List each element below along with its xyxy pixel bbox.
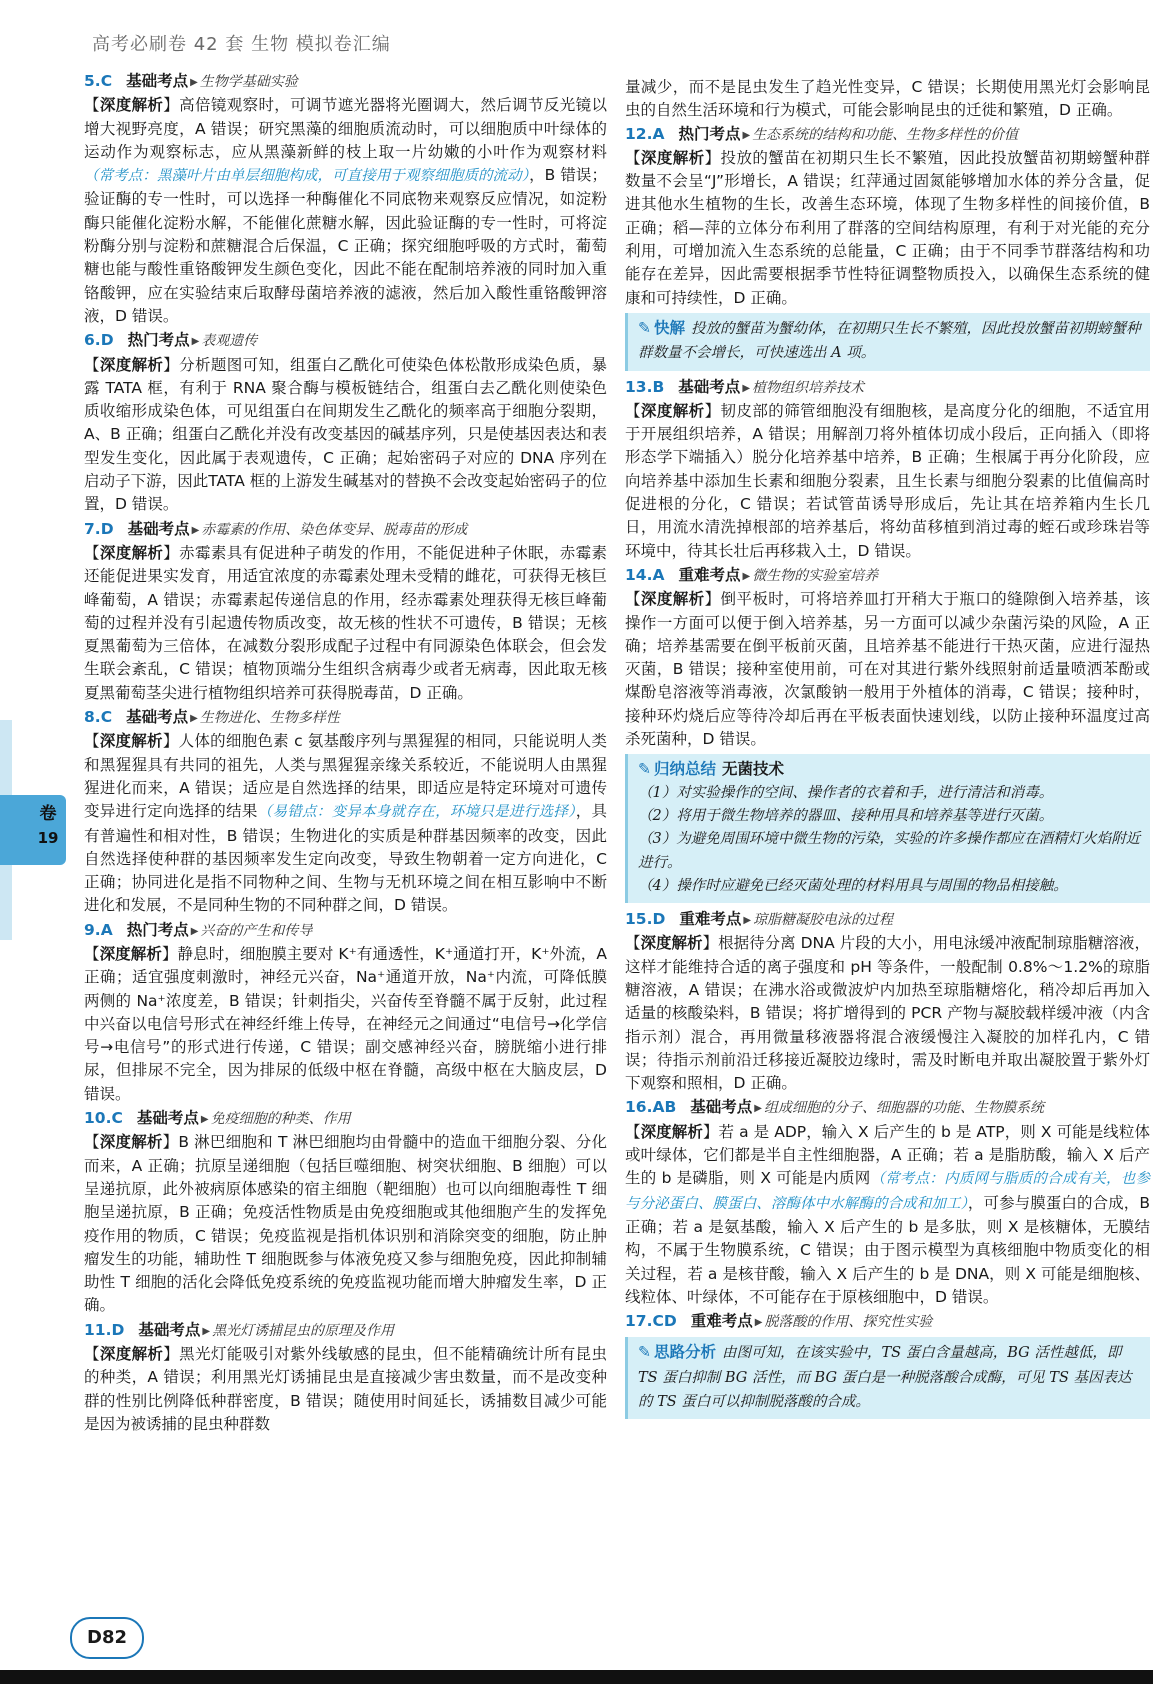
answer-letter: D: [100, 331, 114, 350]
item-header: [625, 908, 1150, 932]
item-header: [625, 376, 1150, 400]
item-header: [84, 518, 607, 542]
analysis-paragraph: [625, 147, 1150, 310]
triangle-icon: ▶: [754, 1103, 762, 1115]
analysis-paragraph: [84, 730, 607, 917]
analysis-paragraph: [84, 542, 607, 705]
answer-letter: AB: [652, 1098, 677, 1117]
answer-item: [84, 919, 607, 1106]
question-number: 7.: [84, 519, 101, 538]
topic-category: 基础考点: [678, 377, 741, 396]
exam-note: （常考点：黑藻叶片由单层细胞构成，可直接用于观察细胞质的流动）: [84, 168, 530, 185]
question-number: 17.: [625, 1312, 653, 1331]
answer-letter: C: [100, 72, 113, 90]
analysis-text: 若 a 是 ADP，输入 X 后产生的 b 是 ATP，则 X 可能是线粒体或叶绿体，它们都是半自主性细胞器，A 正确；若 a 是脂肪酸，输入 X 后产生的 b 是磷脂，则 X 可能是内质网: [625, 1122, 1150, 1188]
topic-name: 生物学基础实验: [199, 74, 298, 90]
topic-category: 重难考点: [690, 1312, 753, 1331]
triangle-icon: ▶: [742, 129, 751, 141]
callout-box: [625, 1337, 1150, 1419]
summary-line: （3）为避免周围环境中微生物的污染，实验的许多操作都应在酒精灯火焰附近进行。: [638, 831, 1141, 871]
callout-box: [625, 313, 1150, 371]
topic-name: 琼脂糖凝胶电泳的过程: [753, 912, 894, 929]
item-header: [84, 329, 607, 353]
section-tag: 【 深度解析 】: [84, 1133, 178, 1151]
topic-name: 兴奋的产生和传导: [200, 922, 313, 939]
answer-item: [625, 1310, 1150, 1419]
triangle-icon: ▶: [190, 925, 199, 937]
topic-category: 热门考点: [126, 920, 189, 939]
answer-item: [625, 564, 1150, 903]
analysis-paragraph: [84, 94, 607, 328]
triangle-icon: ▶: [191, 524, 200, 536]
summary-line: （1）对实验操作的空间、操作者的衣着和手，进行清洁和消毒。: [638, 784, 1054, 801]
triangle-icon: ▶: [742, 570, 751, 582]
answer-item: [625, 376, 1150, 563]
answer-letter: C: [100, 708, 113, 727]
answer-item: [84, 706, 607, 918]
question-number: 11.: [84, 1320, 112, 1339]
answer-item: [625, 908, 1150, 1095]
topic-name: 植物组织培养技术: [752, 379, 865, 396]
answer-letter: CD: [652, 1312, 677, 1331]
answer-item: [84, 70, 607, 328]
topic-category: 热门考点: [127, 331, 190, 350]
section-tag: 【 深度解析 】: [84, 732, 179, 750]
answer-item: [84, 1107, 607, 1318]
page-number: D82: [70, 1617, 144, 1659]
right-column: [625, 76, 1150, 1424]
pen-icon: ✎: [638, 1343, 651, 1362]
analysis-text: 高倍镜观察时，可调节遮光器将光圈调大，然后调节反光镜以增大视野亮度，A 错误；研究黑藻的细胞质流动时，可以细胞质中叶绿体的运动作为观察标志，应从黑藻新鲜的枝上取一片幼嫩的小叶作为观察材料: [84, 96, 607, 161]
analysis-text: 根据待分离 DNA 片段的大小，用电泳缓冲液配制琼脂糖溶液，这样才能维持合适的离子强度和 pH 等条件，一般配制 0.8%～1.2%的琼脂糖溶液，A 错误；在沸水浴或微波炉内加热至琼脂糖熔化，稍冷却后再加入适量的核酸染料，B 错误；将扩增得到的 PCR 产物与凝胶载样缓冲液（内含指示剂）混合，再用微量移液器将混合液缓慢注入凝胶的加样孔内，C 错误；待指示剂前沿迁移接近凝胶边缘时，需及时断电并取出凝胶置于紫外灯下观察和照相，D 正确。: [625, 934, 1150, 1093]
analysis-text: 人体的细胞色素 c 氨基酸序列与黑猩猩的相同，只能说明人类和黑猩猩具有共同的祖先，人类与黑猩猩亲缘关系较近，不能说明人由黑猩猩进化而来，A 错误；适应是自然选择的结果，即适应是特定环境对可遗传变异进行定向选择的结果: [84, 732, 607, 821]
question-number: 13.: [625, 377, 653, 396]
callout-label: [638, 1343, 716, 1361]
analysis-text: 倒平板时，可将培养皿打开稍大于瓶口的缝隙倒入培养基，该操作一方面可以便于倒入培养基，另一方面可以减少杂菌污染的风险，A 正确；培养基需要在倒平板前灭菌，且培养基不能进行干热灭菌，应进行湿热灭菌，B 错误；接种室使用前，可在对其进行紫外线照射前适量喷洒苯酚或煤酚皂溶液等消毒液，次氯酸钠一般用于外植体的消毒，C 错误；接种时，接种环灼烧后应等待冷却后再在平板表面快速划线，以防止接种环温度过高杀死菌种，D 错误。: [625, 590, 1150, 749]
item-header: [625, 123, 1150, 147]
topic-name: 微生物的实验室培养: [752, 567, 879, 584]
item-header: [84, 1107, 607, 1131]
topic-category: 基础考点: [126, 72, 189, 90]
answer-letter: A: [100, 920, 113, 939]
question-number: 9.: [84, 920, 101, 939]
question-number: 8.: [84, 708, 101, 727]
analysis-paragraph: [84, 1343, 607, 1436]
section-tag: 【 深度解析 】: [84, 356, 179, 374]
analysis-text: 静息时，细胞膜主要对 K⁺有通透性，K⁺通道打开，K⁺外流，A 正确；适宜强度刺激时，神经元兴奋，Na⁺通道开放，Na⁺内流，可降低膜两侧的 Na⁺浓度差，B 错误；针刺指尖，兴奋传至脊髓不属于反射，此过程中兴奋以电信号形式在神经纤维上传导，在神经元之间通过“电信号→化学信号→电信号”的形式进行传递，C 错误；副交感神经兴奋，膀胱缩小进行排尿，但排尿不完全，因为排尿的低级中枢在脊髓，高级中枢在大脑皮层，D 错误。: [84, 944, 607, 1103]
topic-category: 基础考点: [126, 708, 189, 727]
continued-text: 量减少，而不是昆虫发生了趋光性变异，C 错误；长期使用黑光灯会影响昆虫的自然生活环境和行为模式，可能会影响昆虫的迁徙和繁殖，D 正确。: [625, 78, 1150, 120]
analysis-paragraph: [625, 932, 1150, 1095]
summary-line: （2）将用于微生物培养的器皿、接种用具和培养基等进行灭菌。: [638, 807, 1054, 824]
topic-category: 重难考点: [678, 565, 741, 584]
answer-letter: D: [111, 1320, 125, 1339]
section-tag: 【 深度解析 】: [625, 402, 721, 420]
analysis-paragraph: [625, 588, 1150, 751]
page-header: 高考必刷卷 42 套 生物 模拟卷汇编: [92, 34, 391, 55]
callout-label-text: 思路分析: [654, 1343, 717, 1362]
bottom-bar: [0, 1670, 1153, 1684]
section-tag: 【 深度解析 】: [84, 96, 179, 114]
topic-name: 组成细胞的分子、细胞器的功能、生物膜系统: [764, 1100, 1044, 1117]
analysis-paragraph: [84, 354, 607, 517]
question-number: 15.: [625, 910, 653, 929]
section-tag: 【 深度解析 】: [84, 945, 178, 963]
topic-name: 表观遗传: [201, 333, 258, 350]
analysis-text: 赤霉素具有促进种子萌发的作用，不能促进种子休眠，赤霉素还能促进果实发育，用适宜浓度的赤霉素处理未受精的雌花，可获得无核巨峰葡萄，A 错误；赤霉素起传递信息的作用，经赤霉素处理获得无核巨峰葡萄的过程并没有引起遗传物质改变，故无核的性状不可遗传，B 错误；无核夏黑葡萄为三倍体，在减数分裂形成配子过程中有同源染色体联会，但会发生联会紊乱，C 错误；植物顶端分生组织含病毒少或者无病毒，因此取无核夏黑葡萄茎尖进行植物组织培养可获得脱毒苗，D 正确。: [84, 543, 607, 702]
question-number: 14.: [625, 565, 653, 584]
topic-name: 免疫细胞的种类、作用: [210, 1111, 351, 1128]
topic-name: 黑光灯诱捕昆虫的原理及作用: [212, 1322, 395, 1339]
exam-note: （易错点：变异本身就存在，环境只是进行选择）: [257, 804, 576, 821]
item-header: [625, 1310, 1150, 1334]
answer-letter: B: [652, 377, 665, 396]
topic-category: 基础考点: [138, 1320, 201, 1339]
triangle-icon: ▶: [743, 915, 752, 927]
section-tag: 【 深度解析 】: [625, 149, 721, 167]
analysis-paragraph: [625, 1121, 1150, 1309]
item-header: [84, 70, 607, 94]
answer-letter: A: [652, 565, 665, 584]
analysis-paragraph: [625, 400, 1150, 563]
pen-icon: ✎: [638, 760, 651, 779]
left-column: [84, 70, 607, 1437]
section-tag: 【 深度解析 】: [625, 1123, 719, 1141]
side-tab-label: 卷: [39, 804, 57, 824]
analysis-text: ，可参与膜蛋白的合成，B 正确；若 a 是氨基酸，输入 X 后产生的 b 是多肽，则 X 是核糖体，无膜结构，不属于生物膜系统，C 错误；由于图示模型为真核细胞中物质变化的相关过程，若 a 是核苷酸，输入 X 后产生的 b 是 DNA，则 X 可能是细胞核、线粒体、叶绿体，不可能存在于原核细胞中，D 错误。: [625, 1193, 1151, 1306]
triangle-icon: ▶: [202, 1325, 211, 1337]
callout-label-text: 快解: [654, 318, 686, 337]
question-number: 5.: [84, 72, 101, 90]
summary-title: 无菌技术: [722, 760, 785, 779]
exam-note: （常考点：内质网与脂质的合成有关，也参与分泌蛋白、膜蛋白、溶酶体中水解酶的合成和加工）: [625, 1171, 1150, 1212]
answer-item: [625, 1096, 1150, 1309]
triangle-icon: ▶: [754, 1317, 763, 1329]
callout-text: 投放的蟹苗为蟹幼体，在初期只生长不繁殖，因此投放蟹苗初期螃蟹种群数量不会增长，可快速选出 A 项。: [638, 320, 1141, 362]
answer-item: [625, 123, 1150, 371]
question-number: 12.: [625, 124, 653, 143]
analysis-paragraph: [84, 943, 607, 1106]
topic-category: 热门考点: [678, 124, 741, 143]
item-header: [625, 564, 1150, 588]
answer-letter: A: [652, 124, 665, 143]
topic-category: 重难考点: [679, 910, 742, 929]
topic-name: 生态系统的结构和功能、生物多样性的价值: [752, 126, 1019, 143]
pen-icon: ✎: [638, 318, 651, 337]
callout-text: 由图可知，在该实验中，TS 蛋白含量越高，BG 活性越低，即 TS 蛋白抑制 BG 活性，而 BG 蛋白是一种脱落酸合成酶，可见 TS 基因表达的 TS 蛋白可以抑制脱落酸的合成。: [638, 1345, 1132, 1411]
answer-item: [84, 329, 607, 516]
section-tag: 【 深度解析 】: [625, 590, 721, 608]
analysis-text: 分析题图可知，组蛋白乙酰化可使染色体松散形成染色质，暴露 TATA 框，有利于 RNA 聚合酶与模板链结合，组蛋白去乙酰化则使染色质收缩形成染色体，可见组蛋白在间期发生乙酰化的频率高于细胞分裂期，A、B 正确；组蛋白乙酰化并没有改变基因的碱基序列，只是使基因表达和表型发生变化，因此属于表观遗传，C 正确；起始密码子对应的 DNA 序列在启动子下游，因此TATA 框的上游发生碱基对的替换不会改变起始密码子的位置，D 错误。: [84, 355, 607, 514]
answer-item: [84, 518, 607, 705]
item-header: [84, 706, 607, 730]
analysis-text: 投放的蟹苗在初期只生长不繁殖，因此投放蟹苗初期螃蟹种群数量不会呈“J”形增长，A 错误；红萍通过固氮能够增加水体的养分含量，促进其他水生植物的生长，改善生态环境，体现了生物多样性的间接价值，B 正确；稻—萍的立体分布利用了群落的空间结构原理，有利于对光能的充分利用，可增加流入生态系统的总能量，C 正确；由于不同季节群落结构和功能存在差异，因此需要根据季节性特征调整物质投入，以确保生态系统的健康和可持续性，D 正确。: [625, 148, 1150, 307]
section-tag: 【 深度解析 】: [625, 934, 718, 952]
analysis-text: ，B 错误；验证酶的专一性时，可以选择一种酶催化不同底物来观察反应情况，如淀粉酶只能催化淀粉水解，不能催化蔗糖水解，因此验证酶的专一性时，可将淀粉酶分别与淀粉和蔗糖混合后保温，C 正确；探究细胞呼吸的方式时，葡萄糖也能与酸性重铬酸钾发生颜色变化，因此不能在配制培养液的同时加入重铬酸钾，应在实验结束后取酵母菌培养液的滤液，然后加入酸性重铬酸钾溶液，D 错误。: [84, 166, 608, 325]
topic-category: 基础考点: [690, 1098, 753, 1117]
analysis-text: ，具有普遍性和相对性，B 错误；生物进化的实质是种群基因频率的改变，因此自然选择使种群的基因频率发生定向改变，导致生物朝着一定方向进化，C 正确；协同进化是指不同物种之间、生物与无机环境之间在相互影响中不断进化和发展，不是同种生物的不同种群之间，D 错误。: [84, 802, 607, 915]
question-number: 16.: [625, 1098, 653, 1117]
summary-box: [625, 754, 1150, 903]
answer-letter: C: [111, 1109, 123, 1128]
item-header: [84, 1319, 607, 1343]
section-tag: 【 深度解析 】: [84, 544, 179, 562]
topic-name: 赤霉素的作用、染色体变异、脱毒苗的形成: [201, 521, 468, 538]
triangle-icon: ▶: [190, 713, 198, 725]
section-tag: 【 深度解析 】: [84, 1345, 179, 1363]
answer-letter: D: [652, 910, 666, 929]
answer-item: [84, 1319, 607, 1436]
answer-letter: D: [100, 519, 114, 538]
triangle-icon: ▶: [200, 1114, 209, 1126]
analysis-text: 韧皮部的筛管细胞没有细胞核，是高度分化的细胞，不适宜用于开展组织培养，A 错误；用解剖刀将外植体切成小段后，正向插入（即将形态学下端插入）脱分化培养基中培养，B 正确；生根属于再分化阶段，应向培养基中添加生长素和细胞分裂素，且生长素与细胞分裂素的比值偏高时促进根的分化，C 错误；若试管苗诱导形成后，先让其在培养箱内生长几日，用流水清洗掉根部的培养基后，将幼苗移植到消过毒的蛭石或珍珠岩等环境中，待其长壮后再移栽入土，D 错误。: [625, 401, 1150, 560]
summary-label: [638, 760, 716, 778]
topic-category: 基础考点: [136, 1109, 199, 1128]
question-number: 10.: [84, 1109, 112, 1128]
analysis-text: 黑光灯能吸引对紫外线敏感的昆虫，但不能精确统计所有昆虫的种类，A 错误；利用黑光灯诱捕昆虫是直接减少害虫数量，而不是改变种群的性别比例降低种群密度，B 错误；随使用时间延长，诱捕数目减少可能是因为被诱捕的昆虫种群数: [84, 1345, 607, 1433]
summary-line: （4）操作时应避免已经灭菌处理的材料用具与周围的物品相接触。: [638, 877, 1068, 894]
triangle-icon: ▶: [190, 77, 198, 88]
topic-name: 脱落酸的作用、探究性实验: [764, 1314, 933, 1331]
topic-category: 基础考点: [127, 519, 190, 538]
analysis-text: B 淋巴细胞和 T 淋巴细胞均由骨髓中的造血干细胞分裂、分化而来，A 正确；抗原呈递细胞（包括巨噬细胞、树突状细胞、B 细胞）可以呈递抗原，此外被病原体感染的宿主细胞（靶细胞）也可以向细胞毒性 T 细胞呈递抗原，B 正确；免疫活性物质是由免疫细胞或其他细胞产生的发挥免疫作用的物质，C 错误；免疫监视是指机体识别和消除突变的细胞，防止肿瘤发生的功能，辅助性 T 细胞既参与体液免疫又参与细胞免疫，因此抑制辅助性 T 细胞的活化会降低免疫系统的免疫监视功能而增大肿瘤发生率，D 正确。: [84, 1133, 607, 1315]
analysis-paragraph: [84, 1131, 607, 1317]
item-header: [84, 919, 607, 943]
topic-name: 生物进化、生物多样性: [199, 710, 340, 727]
question-number: 6.: [84, 331, 101, 350]
side-tab: [0, 795, 66, 865]
triangle-icon: ▶: [191, 336, 200, 348]
triangle-icon: ▶: [742, 382, 751, 394]
summary-label-text: 归纳总结: [654, 760, 717, 779]
item-header: [625, 1096, 1150, 1120]
side-tab-number: 19: [37, 829, 59, 847]
callout-label: [638, 319, 685, 337]
